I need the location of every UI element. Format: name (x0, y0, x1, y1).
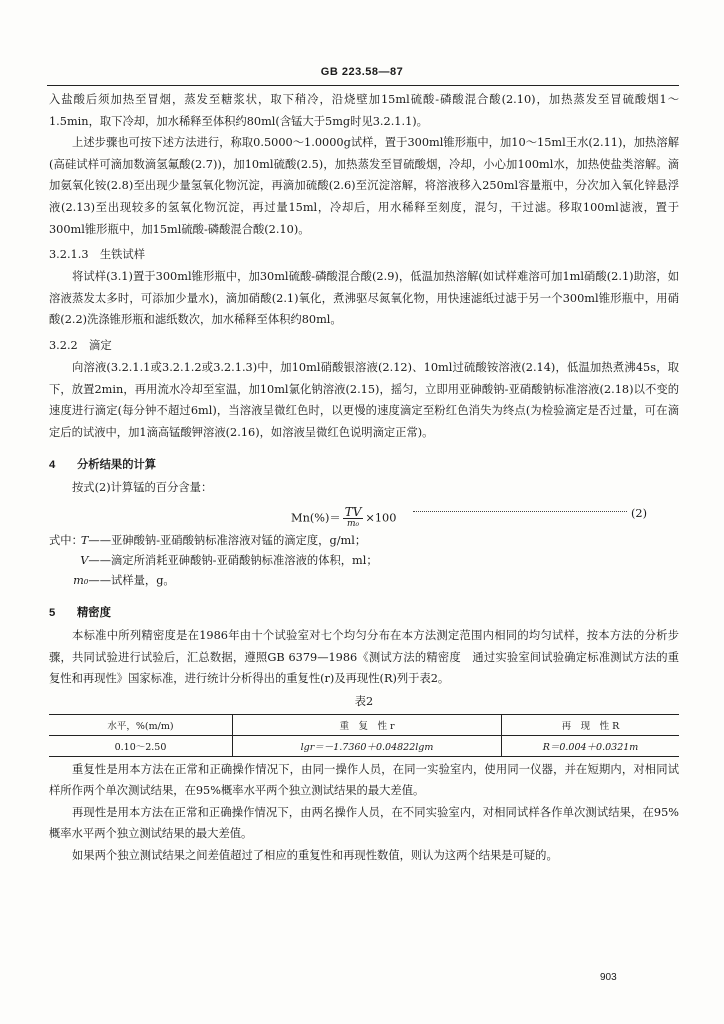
page-body (49, 89, 679, 867)
paragraph: 再现性是用本方法在正常和正确操作情况下，由两名操作人员，在不同实验室内，对相同试样各作单次测试结果，在95%概率水平两个独立测试结果的最大差值。 (49, 805, 679, 841)
paragraph: 按式(2)计算锰的百分含量： (72, 481, 213, 495)
paragraph: 如果两个独立测试结果之间差值超过了相应的重复性和再现性数值，则认为这两个结果是可疑的。 (72, 849, 558, 863)
definition-text: 亚砷酸钠-亚硝酸钠标准溶液对锰的滴定度，g/ml； (111, 533, 367, 547)
section-heading-4 (49, 453, 679, 477)
definition-where-label: 式中： (49, 533, 83, 547)
formula-fraction (343, 504, 364, 530)
formula-lhs: Mn(%)＝ (291, 511, 341, 525)
precision-table (49, 714, 679, 757)
section-title: 分析结果的计算 (77, 459, 157, 472)
paragraph: 将试样(3.1)置于300ml锥形瓶中，加30ml硫酸-磷酸混合酸(2.9)，低温加热溶解(如试样难溶可加1ml硝酸(2.1)助溶，如溶液蒸发太多时，可添加少量水)，滴加硝酸(2.1)氧化，煮沸驱尽氮氧化物，用快速滤纸过滤于另一个300ml锥形瓶中，用硝酸(2.2)洗涤锥形瓶和滤纸数次，加水稀释至体积约80ml。 (49, 270, 679, 327)
formula-expression (291, 504, 397, 530)
formula-rhs: ×100 (365, 511, 397, 525)
definition-item (49, 531, 679, 551)
table-row (49, 735, 679, 756)
table-cell: R＝0.004＋0.0321m (502, 735, 680, 756)
formula-2 (49, 503, 679, 529)
definition-text: 滴定所消耗亚砷酸钠-亚硝酸钠标准溶液的体积，ml； (111, 553, 378, 567)
definition-symbol: m₀—— (73, 573, 111, 587)
table-caption: 表2 (354, 694, 374, 708)
definition-symbol: V—— (80, 553, 111, 567)
section-title: 精密度 (77, 606, 111, 619)
section-number: 4 (49, 459, 56, 472)
paragraph: 入盐酸后须加热至冒烟，蒸发至糖浆状，取下稍冷，沿烧壁加15ml硫酸-磷酸混合酸(2.10)，加热蒸发至冒硫酸烟1～1.5min，取下冷却，加水稀释至体积约80ml(含锰大于5mg时见3.2.1.1)。 (49, 93, 679, 128)
definition-item (49, 571, 679, 591)
section-heading-5 (49, 601, 679, 625)
formula-numerator: TV (344, 504, 362, 519)
paragraph: 上述步骤也可按下述方法进行，称取0.5000～1.0000g试样，置于300ml锥形瓶中，加10～15ml王水(2.11)，加热溶解(高硅试样可滴加数滴氢氟酸(2.7))，加10ml硫酸(2.5)，加热蒸发至冒硫酸烟，冷却，小心加100ml水，加热使盐类溶解。滴加氨氧化铵(2.8)至出现少量氢氧化物沉淀，再滴加硫酸(2.6)至沉淀溶解，将溶液移入250ml容量瓶中，分次加入氧化锌悬浮液(2.13)至出现较多的氢氧化物沉淀，再过量15ml，冷却后，用水稀释至刻度，混匀，干过滤。移取100ml滤液，置于300ml锥形瓶中，加15ml硫酸-磷酸混合酸(2.10)。 (49, 136, 679, 236)
page-number: 903 (600, 972, 617, 983)
subsection-heading-3-2-2: 3.2.2 滴定 (49, 338, 112, 352)
equation-number: (2) (631, 506, 648, 520)
table-cell: 0.10～2.50 (49, 735, 233, 756)
section-number: 5 (49, 606, 56, 619)
paragraph: 向溶液(3.2.1.1或3.2.1.2或3.2.1.3)中，加10ml硝酸银溶液(2.12)、10ml过硫酸铵溶液(2.14)，低温加热煮沸45s，取下，放置2min，再用流水冷却至室温，加10ml氯化钠溶液(2.15)，摇匀，立即用亚砷酸钠-亚硝酸钠标准溶液(2.18)以不变的速度进行滴定(每分钟不超过6ml)，当溶液呈微红色时，以更慢的速度滴定至粉红色消失为终点(为检验滴定是否过量，可在滴定后的试液中，加1滴高锰酸钾溶液(2.16)，如溶液呈微红色说明滴定正常)。 (49, 360, 679, 439)
paragraph: 重复性是用本方法在正常和正确操作情况下，由同一操作人员，在同一实验室内，使用同一仪器，并在短期内，对相同试样所作两个单次测试结果，在95%概率水平两个独立测试结果的最大差值。 (49, 762, 679, 798)
table-header-cell: 水平，%(m/m) (49, 714, 233, 735)
table-header-row (49, 714, 679, 735)
table-cell: lgr＝－1.7360＋0.04822lgm (233, 735, 502, 756)
header-rule (47, 85, 679, 86)
formula-denominator: m₀ (346, 518, 360, 529)
standard-number-header: GB 223.58—87 (320, 66, 404, 78)
table-header-cell: 再 现 性 R (502, 714, 680, 735)
table-header-cell: 重 复 性 r (233, 714, 502, 735)
subsection-heading-3-2-1-3: 3.2.1.3 生铁试样 (49, 248, 146, 262)
definition-text: 试样量，g。 (111, 573, 175, 587)
definition-symbol: T—— (80, 533, 111, 547)
dot-leader (413, 511, 627, 512)
paragraph: 本标准中所列精密度是在1986年由十个试验室对七个均匀分布在本方法测定范围内相同的均匀试样，按本方法的分析步骤，共同试验进行试验后，汇总数据，遵照GB 6379—1986《测试方法的精密度 通过实验室间试验确定标准测试方法的重复性和再现性》国家标准，进行统计分析得出的重复性(r)及再现性(R)列于表2。 (49, 628, 679, 686)
definition-item (49, 551, 679, 571)
